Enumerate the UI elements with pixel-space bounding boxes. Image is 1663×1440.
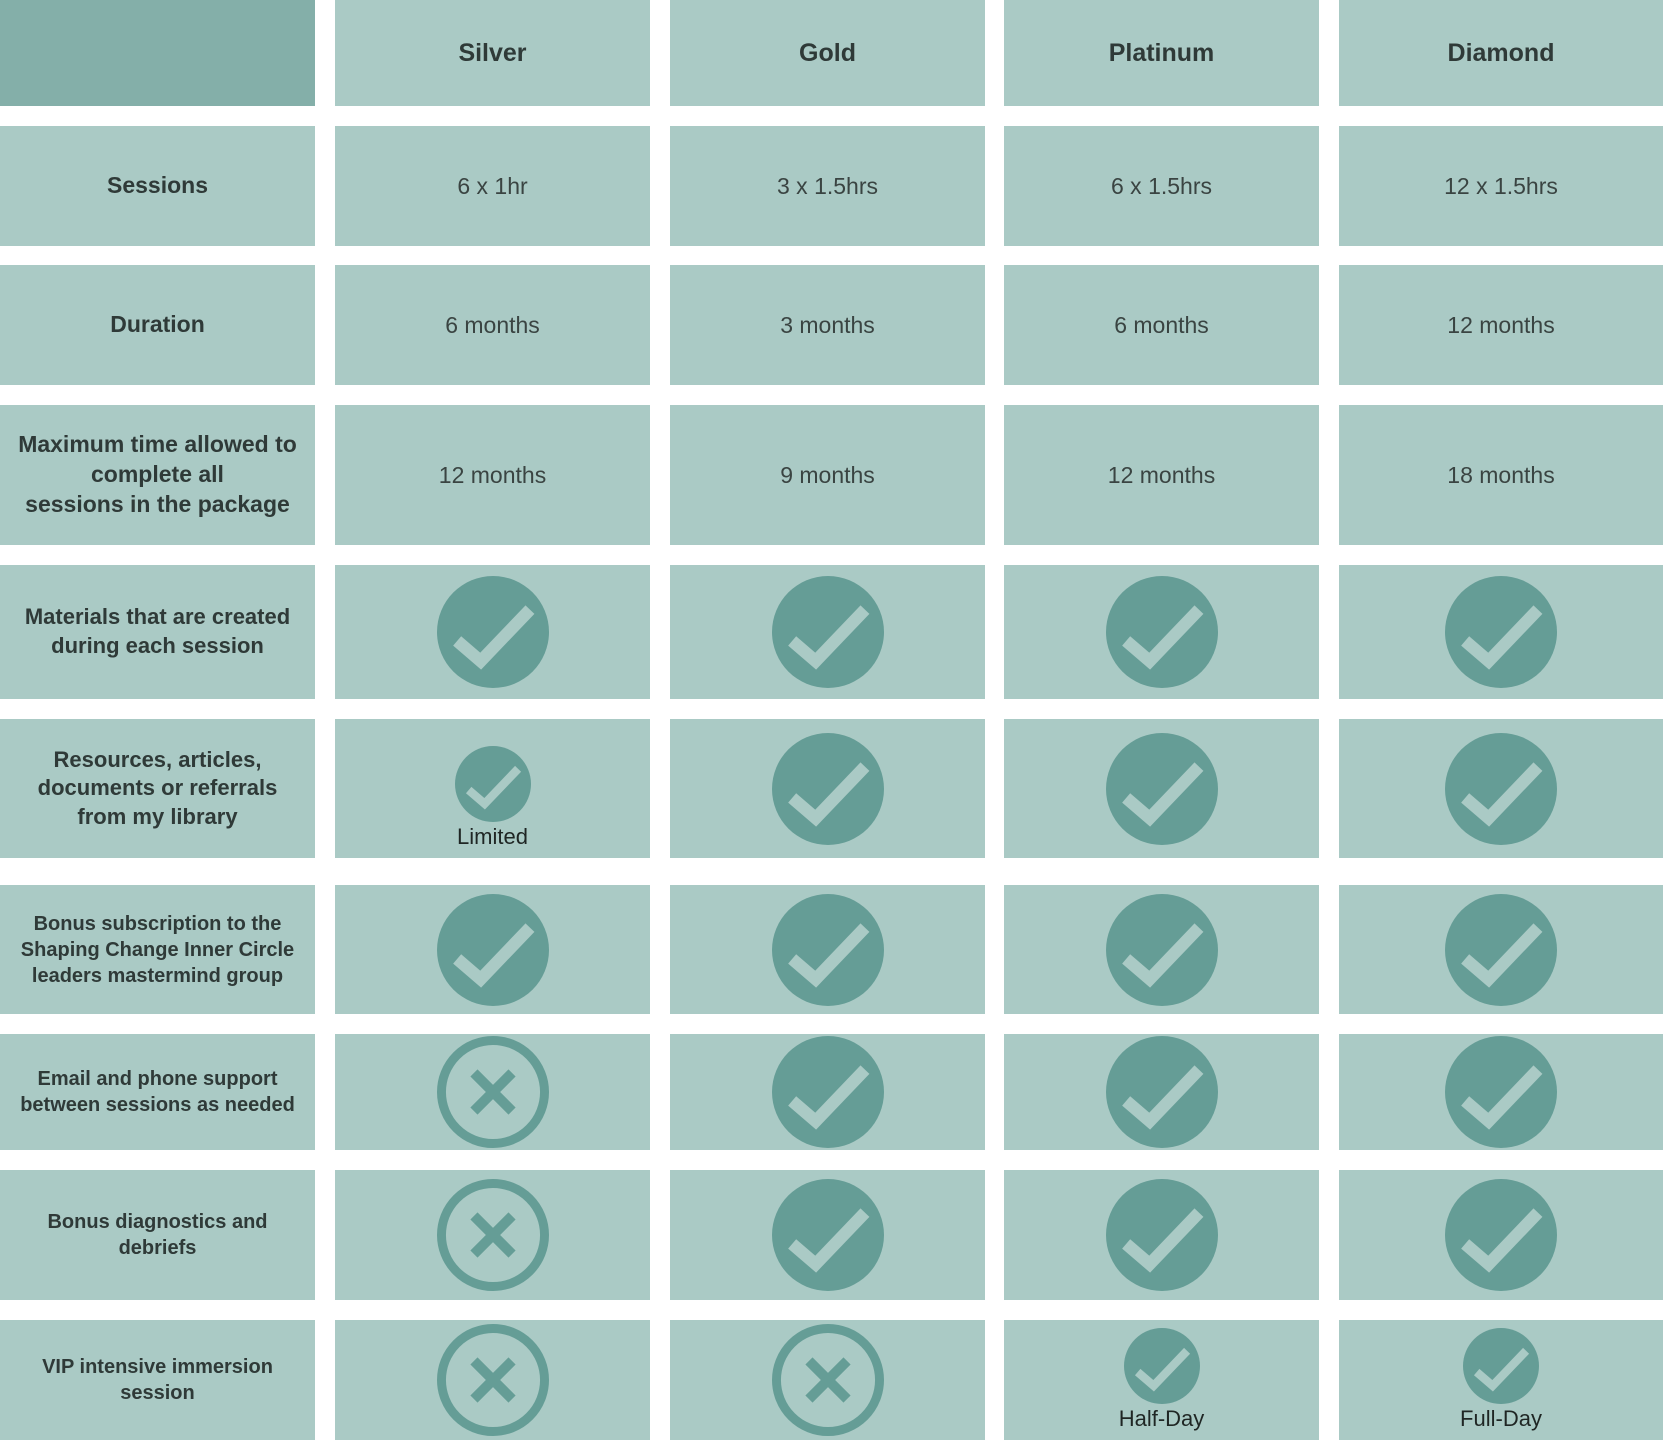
column-header-label: Silver: [458, 38, 527, 67]
feature-note: Half-Day: [1118, 1406, 1205, 1431]
feature-note: Full-Day: [1460, 1406, 1542, 1431]
row-label: Email and phone support between sessions as needed: [20, 1068, 295, 1116]
feature-cell: [1004, 405, 1319, 545]
feature-cell: [335, 565, 650, 699]
checkmark-icon: [1445, 576, 1557, 688]
column-header-diamond: [1339, 0, 1663, 106]
feature-cell: [670, 405, 985, 545]
feature-value: 6 x 1hr: [457, 172, 528, 199]
feature-value: 3 x 1.5hrs: [777, 172, 878, 199]
cross-icon: [437, 1179, 549, 1291]
checkmark-icon: [1106, 733, 1218, 845]
row-label: Sessions: [107, 172, 208, 199]
feature-cell: [670, 1170, 985, 1300]
feature-cell: [670, 565, 985, 699]
feature-cell: [1339, 719, 1663, 858]
row-label: Materials that are created during each session: [24, 604, 291, 658]
checkmark-icon: [437, 576, 549, 688]
feature-cell: [1004, 885, 1319, 1014]
feature-value: 6 x 1.5hrs: [1111, 172, 1212, 199]
row-label: Bonus subscription to the Shaping Change Inner Circle leaders mastermind group: [20, 912, 295, 987]
row-label-cell: [0, 405, 315, 545]
row-label: Resources, articles, documents or referrals from my library: [37, 746, 278, 829]
cross-icon: [437, 1036, 549, 1148]
feature-cell: [1339, 405, 1663, 545]
feature-cell: [335, 885, 650, 1014]
feature-cell: [1004, 1170, 1319, 1300]
checkmark-icon: [1445, 894, 1557, 1006]
feature-cell: [670, 719, 985, 858]
feature-value: 3 months: [780, 311, 875, 338]
feature-value: 6 months: [445, 311, 540, 338]
row-label-cell: [0, 1034, 315, 1150]
row-label: Maximum time allowed to complete all sessions in the package: [18, 431, 297, 517]
feature-cell: [1004, 719, 1319, 858]
checkmark-icon: [1106, 1179, 1218, 1291]
column-header-label: Gold: [799, 38, 856, 67]
feature-value: 12 months: [1107, 461, 1216, 488]
feature-cell: [1004, 1320, 1319, 1440]
checkmark-icon: [1106, 576, 1218, 688]
feature-cell: [335, 1170, 650, 1300]
checkmark-icon: [772, 733, 884, 845]
checkmark-icon: [1445, 733, 1557, 845]
column-header-label: Platinum: [1108, 38, 1215, 67]
feature-cell: [1004, 126, 1319, 246]
row-label-cell: [0, 126, 315, 246]
feature-cell: [1339, 1034, 1663, 1150]
row-label: VIP intensive immersion session: [42, 1356, 273, 1404]
checkmark-icon: [772, 576, 884, 688]
feature-value: 12 x 1.5hrs: [1444, 172, 1558, 199]
feature-value: 12 months: [438, 461, 547, 488]
feature-cell: [670, 885, 985, 1014]
feature-cell: [1339, 1170, 1663, 1300]
feature-cell: [1004, 265, 1319, 385]
checkmark-icon: [437, 894, 549, 1006]
feature-cell: [1339, 126, 1663, 246]
feature-cell: [335, 1034, 650, 1150]
checkmark-icon: [772, 894, 884, 1006]
feature-cell: [670, 1320, 985, 1440]
feature-cell: [670, 265, 985, 385]
feature-cell: [1339, 265, 1663, 385]
column-header-label: Diamond: [1447, 38, 1555, 67]
checkmark-icon: [1463, 1328, 1539, 1404]
row-label-cell: [0, 885, 315, 1014]
feature-cell: [1339, 1320, 1663, 1440]
row-label-cell: [0, 719, 315, 858]
checkmark-icon: [455, 746, 531, 822]
row-label-cell: [0, 1320, 315, 1440]
row-label-cell: [0, 1170, 315, 1300]
column-header-silver: [335, 0, 650, 106]
feature-cell: [1339, 565, 1663, 699]
cross-icon: [772, 1324, 884, 1436]
feature-cell: [335, 405, 650, 545]
checkmark-icon: [1124, 1328, 1200, 1404]
feature-cell: [335, 126, 650, 246]
feature-cell: [1339, 885, 1663, 1014]
checkmark-icon: [1445, 1036, 1557, 1148]
feature-cell: [1004, 565, 1319, 699]
column-header-platinum: [1004, 0, 1319, 106]
cross-icon: [437, 1324, 549, 1436]
feature-cell: [670, 126, 985, 246]
feature-cell: [335, 719, 650, 858]
row-label-cell: [0, 565, 315, 699]
checkmark-icon: [1106, 1036, 1218, 1148]
feature-cell: [335, 1320, 650, 1440]
checkmark-icon: [1106, 894, 1218, 1006]
feature-cell: [335, 265, 650, 385]
feature-value: 18 months: [1447, 461, 1555, 488]
row-label: Bonus diagnostics and debriefs: [47, 1211, 268, 1259]
column-header-gold: [670, 0, 985, 106]
checkmark-icon: [1445, 1179, 1557, 1291]
row-label: Duration: [110, 311, 205, 338]
header-corner: [0, 0, 315, 106]
checkmark-icon: [772, 1036, 884, 1148]
feature-note: Limited: [457, 824, 528, 849]
checkmark-icon: [772, 1179, 884, 1291]
feature-value: 9 months: [780, 461, 875, 488]
feature-cell: [670, 1034, 985, 1150]
feature-value: 6 months: [1114, 311, 1209, 338]
feature-cell: [1004, 1034, 1319, 1150]
feature-value: 12 months: [1447, 311, 1555, 338]
row-label-cell: [0, 265, 315, 385]
